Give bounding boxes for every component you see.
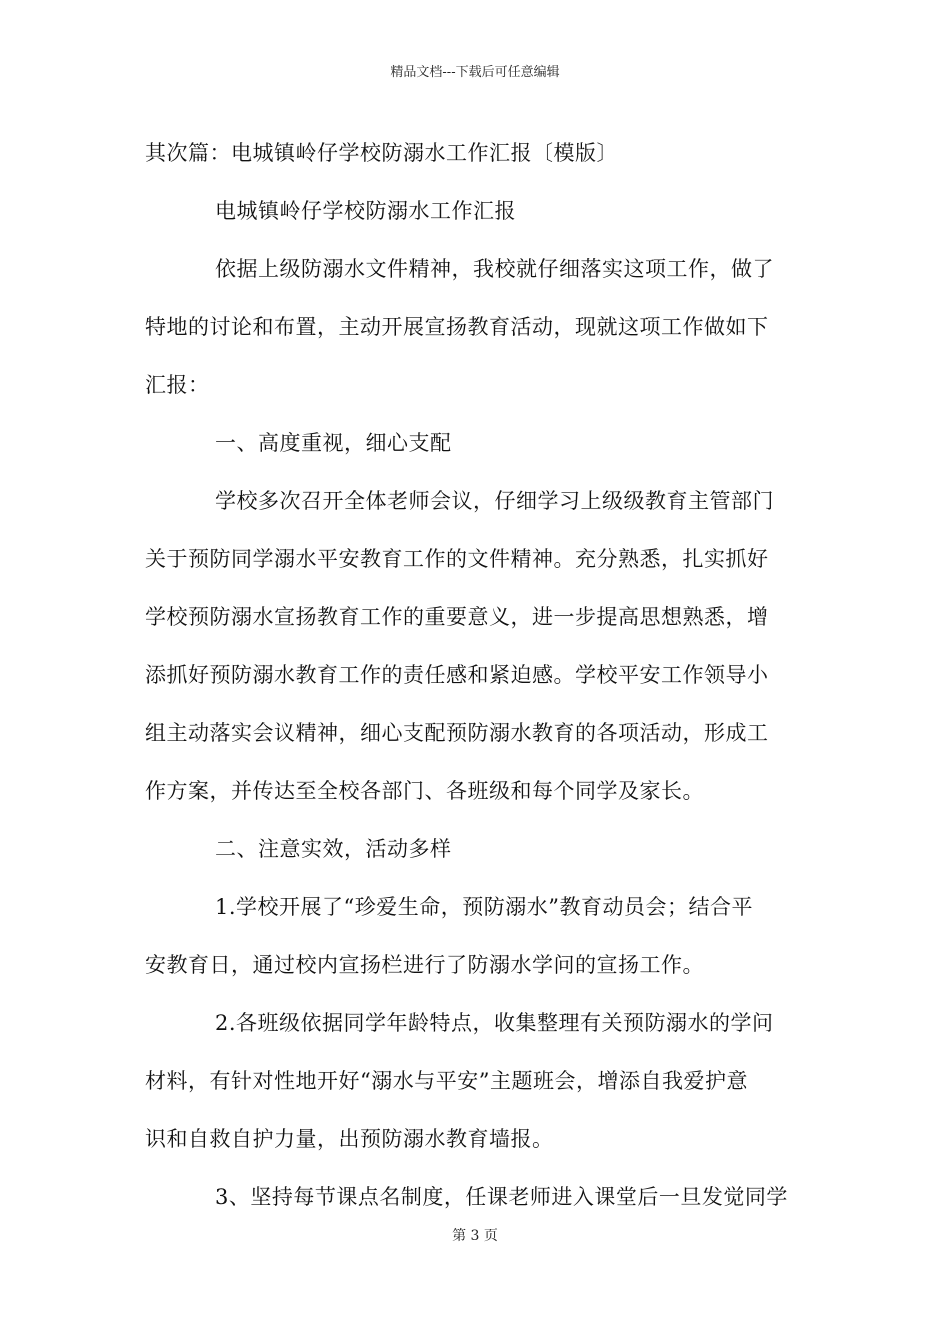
page-header: 精品文档---下载后可任意编辑 (390, 65, 560, 80)
paragraph-line: 2.各班级依据同学年龄特点，收集整理有关预防溺水的学问 (215, 1011, 774, 1035)
document-title: 其次篇：电城镇岭仔学校防溺水工作汇报〔模版〕 (145, 141, 618, 165)
paragraph-line: 汇报： (145, 373, 210, 397)
paragraph-line: 材料，有针对性地开好“溺水与平安”主题班会，增添自我爱护意 (145, 1069, 748, 1093)
paragraph-line: 3、坚持每节课点名制度，任课老师进入课堂后一旦发觉同学 (215, 1185, 788, 1209)
paragraph-line: 添抓好预防溺水教育工作的责任感和紧迫感。学校平安工作领导小 (145, 663, 769, 687)
paragraph-line: 识和自救自护力量，出预防溺水教育墙报。 (145, 1127, 554, 1151)
paragraph-line: 学校预防溺水宣扬教育工作的重要意义，进一步提高思想熟悉，增 (145, 605, 769, 629)
page-number: 第 3 页 (452, 1228, 498, 1244)
paragraph-line: 1.学校开展了“珍爱生命，预防溺水”教育动员会；结合平 (215, 895, 754, 919)
paragraph-line: 特地的讨论和布置，主动开展宣扬教育活动，现就这项工作做如下 (145, 315, 769, 339)
paragraph-line: 依据上级防溺水文件精神，我校就仔细落实这项工作，做了 (215, 257, 774, 281)
section-heading: 二、注意实效，活动多样 (215, 837, 452, 861)
document-subtitle: 电城镇岭仔学校防溺水工作汇报 (215, 199, 516, 223)
paragraph-line: 安教育日，通过校内宣扬栏进行了防溺水学问的宣扬工作。 (145, 953, 704, 977)
paragraph-line: 组主动落实会议精神，细心支配预防溺水教育的各项活动，形成工 (145, 721, 769, 745)
paragraph-line: 学校多次召开全体老师会议，仔细学习上级级教育主管部门 (215, 489, 774, 513)
document-body (145, 133, 810, 1217)
section-heading: 一、高度重视，细心支配 (215, 431, 452, 455)
paragraph-line: 关于预防同学溺水平安教育工作的文件精神。充分熟悉，扎实抓好 (145, 547, 769, 571)
paragraph-line: 作方案，并传达至全校各部门、各班级和每个同学及家长。 (145, 779, 704, 803)
